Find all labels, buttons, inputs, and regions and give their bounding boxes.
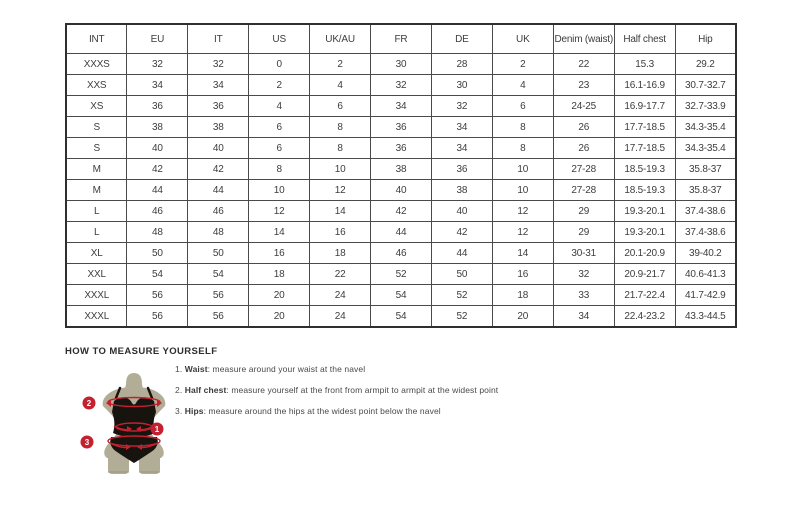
- table-cell: 20.1-20.9: [614, 243, 675, 264]
- table-cell: 37.4-38.6: [675, 222, 736, 243]
- table-cell: 10: [492, 159, 553, 180]
- table-cell: 26: [553, 117, 614, 138]
- column-header: UK: [492, 24, 553, 54]
- table-cell: 54: [371, 285, 432, 306]
- table-cell: XXXS: [66, 54, 127, 75]
- column-header: US: [249, 24, 310, 54]
- table-cell: 20: [249, 306, 310, 328]
- table-cell: 44: [188, 180, 249, 201]
- size-chart-table: [65, 23, 737, 328]
- table-cell: 17.7-18.5: [614, 117, 675, 138]
- table-cell: 32: [371, 75, 432, 96]
- column-header: INT: [66, 24, 127, 54]
- step-label: Hips: [184, 406, 204, 416]
- table-cell: 44: [371, 222, 432, 243]
- table-cell: 10: [310, 159, 371, 180]
- table-row: [66, 96, 736, 117]
- table-cell: 34: [127, 75, 188, 96]
- table-cell: 29.2: [675, 54, 736, 75]
- table-cell: 56: [188, 285, 249, 306]
- table-cell: 56: [188, 306, 249, 328]
- table-cell: 23: [553, 75, 614, 96]
- table-cell: 38: [371, 159, 432, 180]
- table-cell: 36: [371, 138, 432, 159]
- table-cell: 22: [553, 54, 614, 75]
- table-cell: 34: [371, 96, 432, 117]
- table-cell: 18: [249, 264, 310, 285]
- table-cell: 4: [492, 75, 553, 96]
- table-row: [66, 117, 736, 138]
- table-cell: 40.6-41.3: [675, 264, 736, 285]
- table-cell: 16: [310, 222, 371, 243]
- badge-waist-number: 1: [154, 425, 160, 434]
- table-cell: 29: [553, 222, 614, 243]
- step-number: 1.: [175, 364, 185, 374]
- table-cell: 6: [249, 138, 310, 159]
- table-cell: 0: [249, 54, 310, 75]
- table-cell: 37.4-38.6: [675, 201, 736, 222]
- table-cell: XXXL: [66, 306, 127, 328]
- table-cell: 56: [127, 285, 188, 306]
- table-cell: 34: [553, 306, 614, 328]
- table-header-row: [66, 24, 736, 54]
- table-cell: 27-28: [553, 159, 614, 180]
- table-cell: 8: [310, 138, 371, 159]
- table-cell: 6: [310, 96, 371, 117]
- table-cell: 16: [492, 264, 553, 285]
- table-cell: L: [66, 201, 127, 222]
- table-cell: 19.3-20.1: [614, 201, 675, 222]
- badge-hips-number: 3: [84, 438, 90, 447]
- table-cell: 32: [188, 54, 249, 75]
- table-cell: 36: [371, 117, 432, 138]
- table-cell: 18: [310, 243, 371, 264]
- table-cell: 33: [553, 285, 614, 306]
- table-cell: 8: [310, 117, 371, 138]
- table-cell: 54: [371, 306, 432, 328]
- table-cell: 14: [249, 222, 310, 243]
- table-cell: M: [66, 180, 127, 201]
- table-row: [66, 54, 736, 75]
- size-chart-body: [66, 54, 736, 328]
- table-row: [66, 222, 736, 243]
- table-cell: 36: [127, 96, 188, 117]
- table-cell: 43.3-44.5: [675, 306, 736, 328]
- table-cell: 16: [249, 243, 310, 264]
- table-row: [66, 285, 736, 306]
- table-cell: 18.5-19.3: [614, 180, 675, 201]
- table-cell: 50: [127, 243, 188, 264]
- table-cell: 6: [492, 96, 553, 117]
- column-header: Denim (waist): [553, 24, 614, 54]
- table-cell: 50: [431, 264, 492, 285]
- step-text: : measure around the hips at the widest point below the navel: [203, 406, 441, 416]
- table-row: [66, 201, 736, 222]
- table-cell: 34.3-35.4: [675, 138, 736, 159]
- table-row: [66, 75, 736, 96]
- table-cell: 12: [310, 180, 371, 201]
- table-cell: 42: [127, 159, 188, 180]
- table-cell: 39-40.2: [675, 243, 736, 264]
- table-row: [66, 138, 736, 159]
- table-cell: 34: [431, 138, 492, 159]
- step-number: 3.: [175, 406, 185, 416]
- table-cell: 44: [431, 243, 492, 264]
- table-cell: M: [66, 159, 127, 180]
- table-cell: 40: [431, 201, 492, 222]
- table-cell: 48: [127, 222, 188, 243]
- badge-hips: [81, 436, 94, 449]
- table-cell: 38: [431, 180, 492, 201]
- table-cell: 22.4-23.2: [614, 306, 675, 328]
- table-cell: 48: [188, 222, 249, 243]
- table-cell: 46: [127, 201, 188, 222]
- table-row: [66, 306, 736, 328]
- mannequin-illustration: [77, 370, 191, 475]
- step-label: Half chest: [184, 385, 227, 395]
- table-cell: 52: [431, 306, 492, 328]
- table-row: [66, 180, 736, 201]
- table-cell: 8: [492, 117, 553, 138]
- table-cell: 12: [492, 201, 553, 222]
- table-cell: 18: [492, 285, 553, 306]
- table-cell: 26: [553, 138, 614, 159]
- table-cell: 21.7-22.4: [614, 285, 675, 306]
- column-header: Hip: [675, 24, 736, 54]
- table-cell: 4: [249, 96, 310, 117]
- column-header: DE: [431, 24, 492, 54]
- badge-waist: [151, 423, 164, 436]
- table-cell: 52: [431, 285, 492, 306]
- table-cell: 8: [249, 159, 310, 180]
- measure-section-title: HOW TO MEASURE YOURSELF: [65, 346, 218, 357]
- table-cell: 10: [249, 180, 310, 201]
- table-cell: 6: [249, 117, 310, 138]
- table-cell: XXS: [66, 75, 127, 96]
- table-cell: 40: [371, 180, 432, 201]
- table-cell: 40: [127, 138, 188, 159]
- column-header: Half chest: [614, 24, 675, 54]
- table-cell: 12: [249, 201, 310, 222]
- table-cell: 27-28: [553, 180, 614, 201]
- table-cell: 35.8-37: [675, 180, 736, 201]
- table-cell: XS: [66, 96, 127, 117]
- measure-steps-list: [175, 365, 595, 428]
- table-cell: 36: [431, 159, 492, 180]
- column-header: EU: [127, 24, 188, 54]
- table-row: [66, 243, 736, 264]
- table-cell: 20: [249, 285, 310, 306]
- table-cell: 16.1-16.9: [614, 75, 675, 96]
- table-cell: 17.7-18.5: [614, 138, 675, 159]
- table-cell: 42: [431, 222, 492, 243]
- measure-step: [175, 407, 595, 416]
- table-cell: 28: [431, 54, 492, 75]
- table-cell: 46: [371, 243, 432, 264]
- column-header: FR: [371, 24, 432, 54]
- table-cell: 54: [127, 264, 188, 285]
- table-cell: 30.7-32.7: [675, 75, 736, 96]
- step-label: Waist: [184, 364, 208, 374]
- table-row: [66, 159, 736, 180]
- table-cell: 50: [188, 243, 249, 264]
- table-cell: 32: [431, 96, 492, 117]
- badge-chest-number: 2: [86, 399, 92, 408]
- table-cell: 20.9-21.7: [614, 264, 675, 285]
- table-cell: S: [66, 138, 127, 159]
- table-cell: 24: [310, 285, 371, 306]
- table-cell: 14: [310, 201, 371, 222]
- table-cell: 2: [310, 54, 371, 75]
- table-cell: 34.3-35.4: [675, 117, 736, 138]
- table-cell: 38: [188, 117, 249, 138]
- table-cell: S: [66, 117, 127, 138]
- measure-step: [175, 386, 595, 395]
- table-cell: 22: [310, 264, 371, 285]
- column-header: UK/AU: [310, 24, 371, 54]
- badge-chest: [83, 397, 96, 410]
- table-cell: 30: [371, 54, 432, 75]
- table-cell: 20: [492, 306, 553, 328]
- table-cell: 2: [249, 75, 310, 96]
- table-cell: L: [66, 222, 127, 243]
- measurement-figure: [77, 370, 191, 475]
- table-cell: 34: [188, 75, 249, 96]
- table-cell: 38: [127, 117, 188, 138]
- table-cell: 30: [431, 75, 492, 96]
- table-cell: 10: [492, 180, 553, 201]
- table-cell: 8: [492, 138, 553, 159]
- table-cell: 46: [188, 201, 249, 222]
- table-cell: 24-25: [553, 96, 614, 117]
- table-cell: 2: [492, 54, 553, 75]
- table-cell: 14: [492, 243, 553, 264]
- step-number: 2.: [175, 385, 185, 395]
- table-cell: 32.7-33.9: [675, 96, 736, 117]
- table-cell: 36: [188, 96, 249, 117]
- table-cell: 32: [553, 264, 614, 285]
- step-text: : measure around your waist at the navel: [207, 364, 366, 374]
- table-cell: 18.5-19.3: [614, 159, 675, 180]
- table-cell: 16.9-17.7: [614, 96, 675, 117]
- table-cell: 44: [127, 180, 188, 201]
- table-cell: 54: [188, 264, 249, 285]
- table-cell: XXL: [66, 264, 127, 285]
- table-cell: 34: [431, 117, 492, 138]
- step-text: : measure yourself at the front from armpit to armpit at the widest point: [226, 385, 499, 395]
- table-cell: 4: [310, 75, 371, 96]
- table-cell: 30-31: [553, 243, 614, 264]
- table-cell: 24: [310, 306, 371, 328]
- column-header: IT: [188, 24, 249, 54]
- table-cell: 19.3-20.1: [614, 222, 675, 243]
- table-cell: 56: [127, 306, 188, 328]
- table-cell: 52: [371, 264, 432, 285]
- table-cell: 40: [188, 138, 249, 159]
- table-cell: 42: [188, 159, 249, 180]
- table-cell: 15.3: [614, 54, 675, 75]
- table-cell: 32: [127, 54, 188, 75]
- table-cell: XXXL: [66, 285, 127, 306]
- size-chart-header: [66, 24, 736, 54]
- table-row: [66, 264, 736, 285]
- table-cell: 41.7-42.9: [675, 285, 736, 306]
- table-cell: 42: [371, 201, 432, 222]
- table-cell: 35.8-37: [675, 159, 736, 180]
- table-cell: XL: [66, 243, 127, 264]
- table-cell: 29: [553, 201, 614, 222]
- table-cell: 12: [492, 222, 553, 243]
- measure-step: [175, 365, 595, 374]
